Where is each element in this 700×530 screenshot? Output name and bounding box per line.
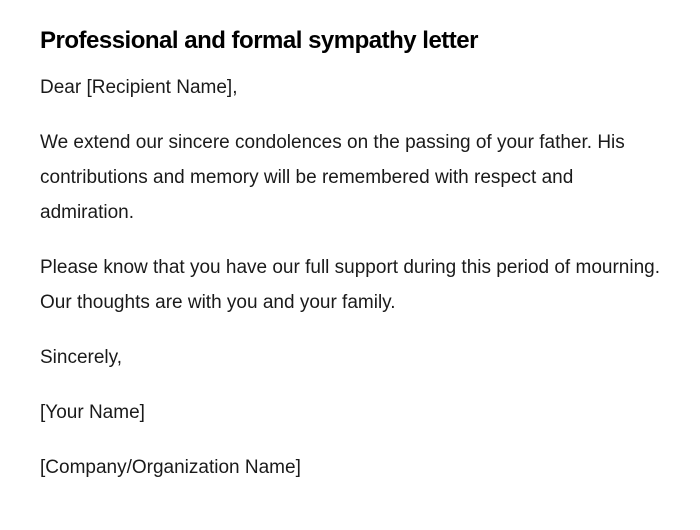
letter-title: Professional and formal sympathy letter <box>40 27 478 54</box>
body-paragraph-1: We extend our sincere condolences on the passing of your father. His contributions and memory will be remembered with respect and admiration. <box>40 132 625 223</box>
closing: Sincerely, <box>40 347 123 368</box>
sender-organization: [Company/Organization Name] <box>40 457 301 478</box>
body-paragraph-2: Please know that you have our full support during this period of mourning. Our thoughts are with you and your family. <box>40 257 660 313</box>
sender-name: [Your Name] <box>40 402 145 423</box>
salutation: Dear [Recipient Name], <box>40 77 238 98</box>
